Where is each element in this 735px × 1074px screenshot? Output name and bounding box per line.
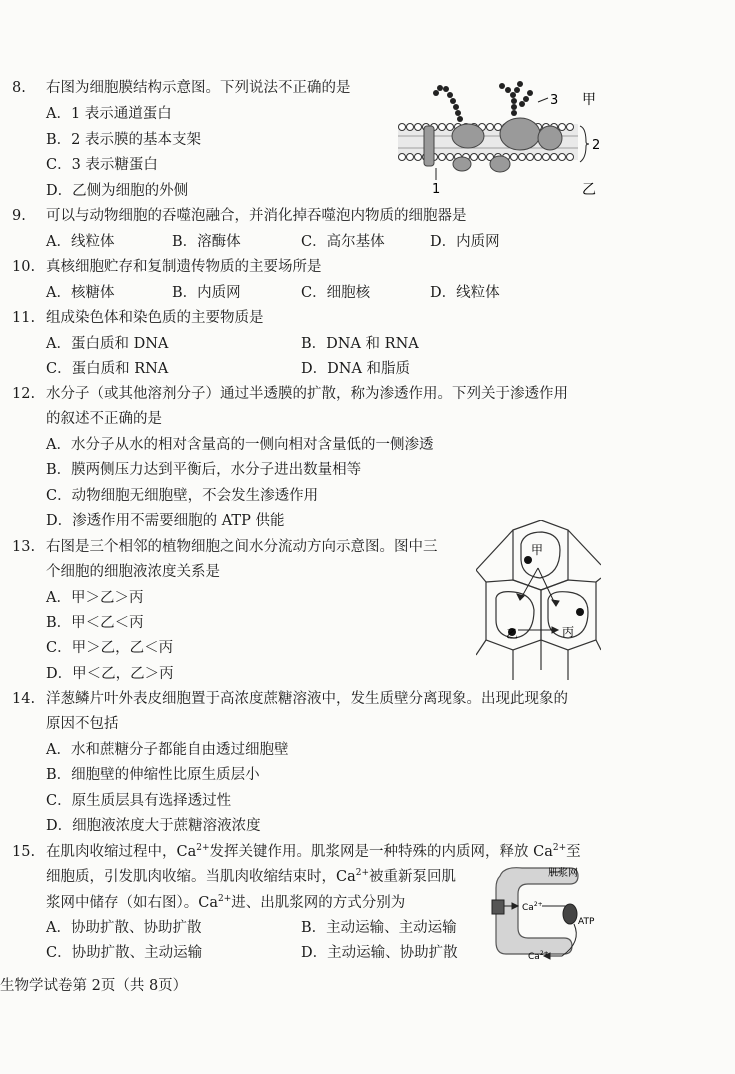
question-12 (12, 382, 568, 407)
option-c: C．细胞核 (301, 285, 371, 301)
option-b: B．主动运输、主动运输 (301, 920, 457, 936)
question-stem: 右图为细胞膜结构示意图。下列说法不正确的是 (46, 80, 351, 96)
label-yi: 乙 (582, 182, 596, 198)
superscript: 2+ (355, 868, 370, 879)
stem-text: 至 (566, 844, 581, 860)
label-sr: 肌浆网 (548, 868, 578, 879)
sarcoplasmic-reticulum-diagram (482, 862, 607, 962)
cell-membrane-diagram (390, 76, 620, 206)
sugar-chains (433, 81, 533, 122)
stem-text: 进、出肌浆网的方式分别为 (231, 895, 406, 911)
question-8 (12, 76, 351, 101)
option-b: B．溶酶体 (172, 234, 241, 250)
question-number: 11. (12, 310, 36, 326)
label-bing: 丙 (562, 625, 575, 639)
option-b: B．膜两侧压力达到平衡后，水分子进出数量相等 (46, 462, 362, 478)
label-jia: 甲 (531, 543, 544, 557)
question-stem-continued: 的叙述不正确的是 (46, 411, 162, 427)
option-b: B．细胞壁的伸缩性比原生质层小 (46, 767, 260, 783)
superscript: 2+ (196, 843, 210, 854)
option-a: A．1 表示通道蛋白 (46, 106, 172, 122)
stem-text: 被重新泵回肌 (369, 869, 457, 885)
option-c: C．原生质层具有选择透过性 (46, 793, 232, 809)
option-d: D．乙侧为细胞的外侧 (46, 183, 189, 199)
question-stem-continued: 个细胞的细胞液浓度关系是 (46, 564, 220, 580)
question-number: 14. (12, 691, 36, 707)
option-a: A．线粒体 (46, 234, 115, 250)
question-number: 9. (12, 208, 26, 224)
label-atp: ATP (578, 917, 595, 927)
option-d: D．细胞液浓度大于蔗糖溶液浓度 (46, 818, 261, 834)
superscript: 2+ (552, 843, 567, 854)
question-stem: 右图是三个相邻的植物细胞之间水分流动方向示意图。图中三 (46, 539, 438, 555)
label-1: 1 (432, 182, 441, 197)
question-13 (12, 535, 438, 560)
option-b: B．2 表示膜的基本支架 (46, 132, 201, 148)
stem-text: 发挥关键作用。肌浆网是一种特殊的内质网，释放 Ca (209, 844, 553, 860)
page-footer: 生物学试卷第 2页（共 8页） (0, 978, 188, 994)
option-d: D．主动运输、协助扩散 (301, 945, 458, 961)
question-stem: 可以与动物细胞的吞噬泡融合，并消化掉吞噬泡内物质的细胞器是 (46, 208, 467, 224)
question-stem-continued (46, 865, 456, 890)
question-stem-continued (46, 891, 405, 916)
option-b: B．DNA 和 RNA (301, 336, 419, 352)
option-d: D．内质网 (430, 234, 500, 250)
question-number: 12. (12, 386, 36, 402)
option-c: C．动物细胞无细胞壁，不会发生渗透作用 (46, 488, 319, 504)
option-a: A．水和蔗糖分子都能自由透过细胞壁 (46, 742, 289, 758)
question-number: 8. (12, 80, 26, 96)
question-number: 13. (12, 539, 36, 555)
stem-text: 细胞质，引发肌肉收缩。当肌肉收缩结束时，Ca (46, 869, 356, 885)
label-yi: 乙 (506, 627, 519, 641)
option-d: D．线粒体 (430, 285, 500, 301)
question-number: 10. (12, 259, 36, 275)
option-b: B．甲＜乙＜丙 (46, 615, 144, 631)
question-14 (12, 687, 568, 712)
label-3: 3 (550, 93, 559, 108)
label-ca-bottom: $Ca^{2+}$ (528, 950, 549, 962)
label-2: 2 (592, 138, 601, 153)
question-11 (12, 306, 264, 331)
question-stem: 水分子（或其他溶剂分子）通过半透膜的扩散，称为渗透作用。下列关于渗透作用 (46, 386, 568, 402)
superscript: 2+ (218, 894, 232, 905)
option-c: C．蛋白质和 RNA (46, 361, 169, 377)
option-a: A．蛋白质和 DNA (46, 336, 169, 352)
option-c: C．3 表示糖蛋白 (46, 157, 158, 173)
question-stem-continued: 原因不包括 (46, 716, 119, 732)
option-a: A．核糖体 (46, 285, 115, 301)
option-c: C．高尔基体 (301, 234, 385, 250)
option-a: A．水分子从水的相对含量高的一侧向相对含量低的一侧渗透 (46, 437, 434, 453)
question-number: 15. (12, 844, 36, 860)
option-d: D．DNA 和脂质 (301, 361, 411, 377)
question-stem (46, 844, 581, 860)
plant-cells-diagram (476, 520, 601, 685)
question-stem: 组成染色体和染色质的主要物质是 (46, 310, 264, 326)
option-a: A．甲＞乙＞丙 (46, 590, 144, 606)
question-stem: 真核细胞贮存和复制遗传物质的主要场所是 (46, 259, 322, 275)
option-c: C．甲＞乙，乙＜丙 (46, 640, 174, 656)
label-ca-top: $Ca^{2+}$ (522, 901, 543, 913)
question-9 (12, 204, 467, 229)
question-stem: 洋葱鳞片叶外表皮细胞置于高浓度蔗糖溶液中，发生质壁分离现象。出现此现象的 (46, 691, 568, 707)
option-c: C．协助扩散、主动运输 (46, 945, 203, 961)
stem-text: 浆网中储存（如右图）。Ca (46, 895, 218, 911)
option-b: B．内质网 (172, 285, 241, 301)
option-a: A．协助扩散、协助扩散 (46, 920, 202, 936)
question-10 (12, 255, 322, 280)
option-d: D．渗透作用不需要细胞的 ATP 供能 (46, 513, 285, 529)
label-jia: 甲 (582, 92, 596, 108)
stem-text: 在肌肉收缩过程中，Ca (46, 844, 197, 860)
option-d: D．甲＜乙，乙＞丙 (46, 666, 174, 682)
